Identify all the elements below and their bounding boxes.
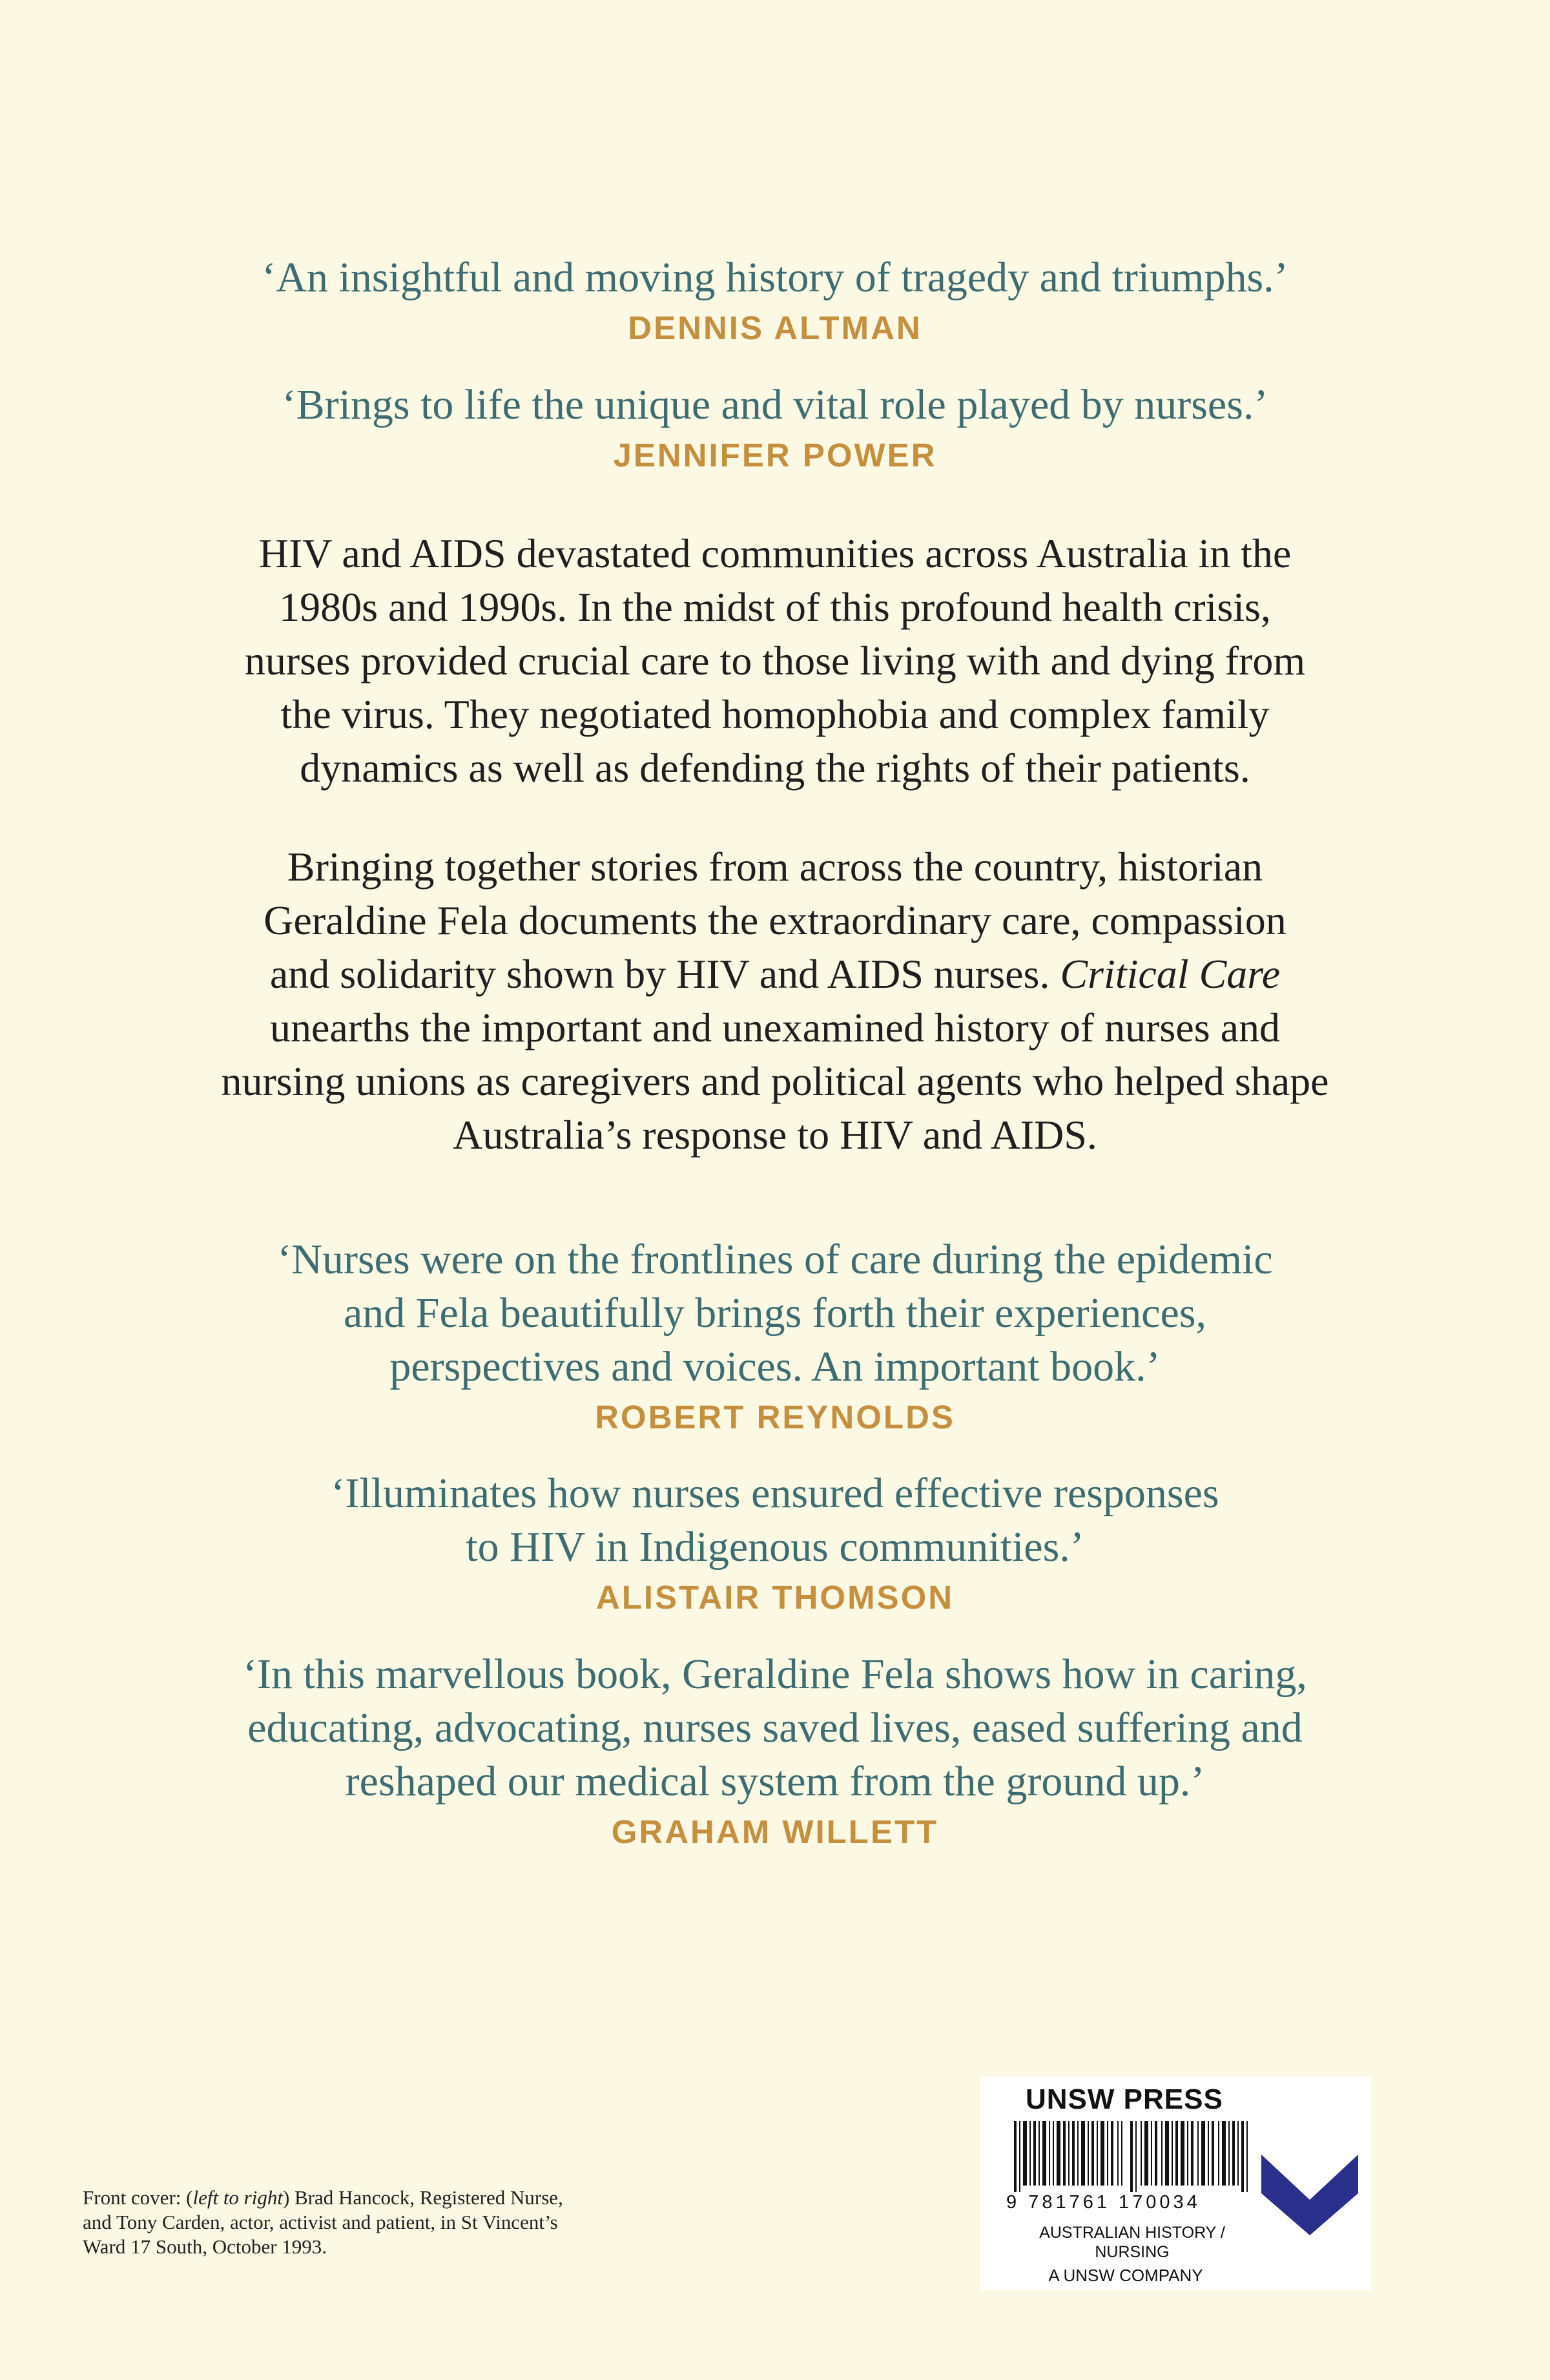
company-line: A UNSW COMPANY (1048, 2266, 1203, 2285)
quote-text: ‘An insightful and moving history of tragedy and triumphs.’ (262, 254, 1288, 301)
quote-line: reshaped our medical system from the ground up.’ (345, 1758, 1205, 1805)
chevron-down-icon (1255, 2116, 1365, 2239)
quote-line: ‘Nurses were on the frontlines of care during the epidemic (277, 1236, 1273, 1283)
blurb-paragraph (97, 840, 1453, 1162)
quote-attribution: JENNIFER POWER (613, 437, 937, 474)
category-line: AUSTRALIAN HISTORY / (1039, 2224, 1225, 2242)
book-title: Critical Care (1060, 951, 1281, 997)
publisher-barcode-box (980, 2077, 1371, 2290)
quote-block (97, 1647, 1453, 1853)
quote-line: ‘In this marvellous book, Geraldine Fela shows how in caring, (243, 1651, 1307, 1698)
quote-block (97, 1233, 1453, 1439)
barcode (1014, 2121, 1259, 2192)
credit-line: Ward 17 South, October 1993. (83, 2235, 327, 2258)
blurb-paragraph (97, 527, 1453, 795)
quote-line: and Fela beautifully brings forth their experiences, (343, 1289, 1207, 1337)
blurb-line: nurses provided crucial care to those living with and dying from (244, 638, 1306, 684)
credit-text: ) Brad Hancock, Registered Nurse, (282, 2186, 563, 2209)
blurb-line: nursing unions as caregivers and political agents who helped shape (221, 1058, 1329, 1104)
blurb-line: unearths the important and unexamined history of nurses and (269, 1005, 1281, 1050)
quote-line: ‘Illuminates how nurses ensured effective responses (331, 1470, 1219, 1517)
quote-attribution: ALISTAIR THOMSON (595, 1579, 955, 1616)
blurb-line: dynamics as well as defending the rights of their patients. (300, 745, 1250, 791)
quote-line: perspectives and voices. An important book.’ (389, 1343, 1161, 1390)
blurb-line: HIV and AIDS devastated communities across Australia in the (258, 530, 1292, 576)
category-line: NURSING (1095, 2243, 1170, 2261)
quote-line: educating, advocating, nurses saved lives, eased suffering and (247, 1704, 1303, 1751)
cover-photo-credit (83, 2186, 664, 2259)
credit-italic: left to right (192, 2186, 283, 2209)
blurb-line: Australia’s response to HIV and AIDS. (453, 1112, 1097, 1158)
credit-line (83, 2186, 664, 2210)
blurb-line: Bringing together stories from across the country, historian (287, 844, 1263, 890)
isbn-number: 9 781761 170034 (1006, 2192, 1201, 2213)
blurb-text: and solidarity shown by HIV and AIDS nurses. (269, 951, 1050, 997)
blurb-line: 1980s and 1990s. In the midst of this profound health crisis, (279, 584, 1271, 630)
quote-line: to HIV in Indigenous communities.’ (466, 1523, 1084, 1571)
quote-block (97, 1467, 1453, 1619)
quote-attribution: ROBERT REYNOLDS (595, 1399, 955, 1435)
quote-block (97, 251, 1453, 350)
publisher-name: UNSW PRESS (1026, 2083, 1223, 2115)
subject-category (1038, 2223, 1226, 2262)
quote-attribution: GRAHAM WILLETT (611, 1813, 939, 1850)
quote-attribution: DENNIS ALTMAN (628, 309, 922, 346)
blurb-line: Geraldine Fela documents the extraordinary care, compassion (264, 897, 1286, 943)
credit-line: and Tony Carden, actor, activist and patient, in St Vincent’s (83, 2211, 558, 2233)
quote-block (97, 378, 1453, 477)
blurb-line: the virus. They negotiated homophobia and complex family (280, 691, 1270, 737)
blurb-line (97, 947, 1453, 1001)
quote-text: ‘Brings to life the unique and vital role played by nurses.’ (282, 381, 1268, 428)
credit-text: Front cover: ( (83, 2186, 193, 2209)
